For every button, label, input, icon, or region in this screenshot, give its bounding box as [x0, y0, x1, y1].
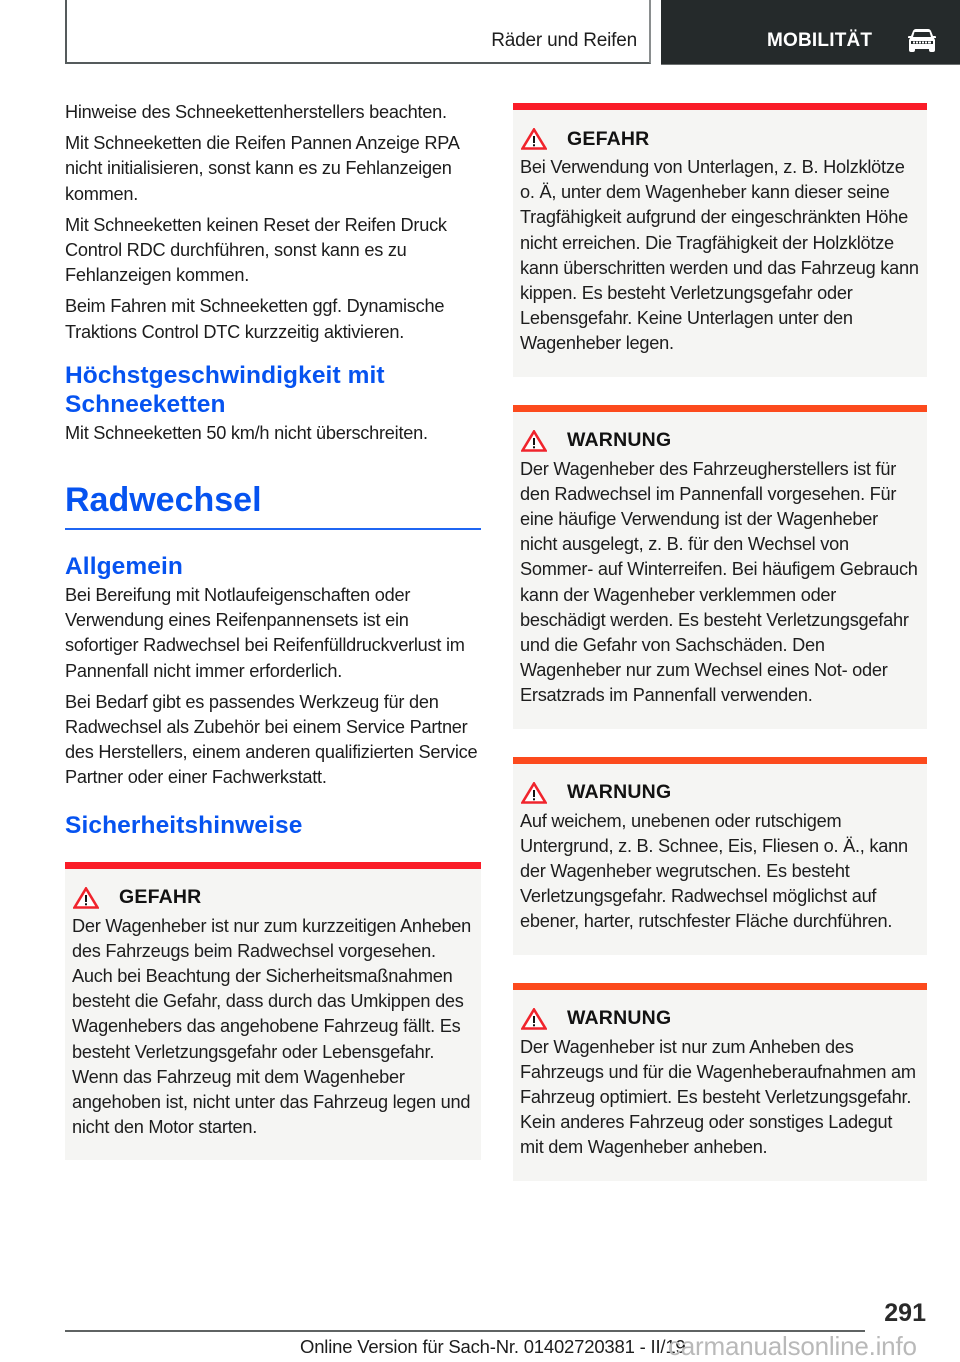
notice-title: WARNUNG — [567, 1007, 672, 1030]
danger-notice — [513, 103, 927, 377]
speed-heading: Höchstgeschwindigkeit mit Schneeketten — [65, 361, 385, 418]
chapter-tab — [661, 0, 960, 65]
general-heading: Allgemein — [65, 553, 183, 581]
notice-text: Auf weichem, unebenen oder rutschigem Untergrund, z. B. Schnee, Eis, Fliesen o. Ä., kann der Wagenheber wegrutschen. Es besteht Verletzungsgefahr. Radwechsel möglichst auf ebener, harter, rutschfester Fläche durchführen. — [520, 810, 908, 932]
left-column — [65, 100, 481, 1188]
car-icon — [907, 28, 937, 53]
warning-triangle-icon — [521, 430, 547, 452]
notice-title-row — [520, 427, 919, 455]
watermark: carmanualsonline.info — [668, 1331, 917, 1361]
right-column — [513, 103, 927, 1209]
intro-paragraph: Mit Schneeketten die Reifen Pannen Anzeige RPA nicht initialisieren, sonst kann es zu Fehlanzeigen kommen. — [65, 133, 459, 204]
notice-title-row — [520, 779, 919, 807]
warning-notice — [513, 983, 927, 1181]
speed-text: Mit Schneeketten 50 km/h nicht überschreiten. — [65, 422, 428, 443]
notice-title-row — [520, 1005, 919, 1033]
notice-title: WARNUNG — [567, 781, 672, 804]
notice-title: WARNUNG — [567, 429, 672, 452]
intro-paragraph: Beim Fahren mit Schneeketten ggf. Dynamische Traktions Control DTC kurzzeitig aktivieren. — [65, 296, 445, 342]
warning-notice — [513, 405, 927, 729]
warning-triangle-icon — [521, 128, 547, 150]
page-number: 291 — [884, 1299, 926, 1327]
warning-notice — [513, 757, 927, 955]
notice-text: Der Wagenheber ist nur zum Anheben des Fahrzeugs und für die Wagenheberaufnahmen am Fahrzeug optimiert. Es besteht Verletzungsgefahr. Kein anderes Fahrzeug oder sonstiges Ladegut mit dem Wagenheber anheben. — [520, 1036, 916, 1158]
notice-text: Der Wagenheber des Fahrzeugherstellers ist für den Radwechsel im Pannenfall vorgesehen. Für eine häufige Verwendung ist der Wagenheber nicht ausgelegt, z. B. für den Wechsel von Sommer- auf Winterreifen. Bei häufigem Gebrauch kann der Wagenheber verklemmen oder beschädigt werden. Es besteht Verletzungsgefahr und die Gefahr von Sachschäden. Den Wagenheber nur zum Wechsel eines Not- oder Ersatzrads im Pannenfall verwenden. — [520, 458, 918, 706]
warning-triangle-icon — [73, 887, 99, 909]
safety-heading: Sicherheitshinweise — [65, 811, 303, 839]
intro-paragraph: Hinweise des Schneekettenherstellers beachten. — [65, 102, 447, 122]
chapter-label: MOBILITÄT — [767, 30, 873, 51]
main-heading: Radwechsel — [65, 480, 481, 530]
intro-paragraph: Mit Schneeketten keinen Reset der Reifen Druck Control RDC durchführen, sonst kann es zu Fehlanzeigen kommen. — [65, 214, 447, 286]
notice-title-row — [520, 125, 919, 153]
notice-text: Bei Verwendung von Unterlagen, z. B. Holzklötze o. Ä, unter dem Wagenheber kann dieser seine Tragfähigkeit aufgrund der eingeschränkten Höhe nicht erreichen. Die Tragfähigkeit der Holzklötze kann überschritten werden und das Fahrzeug kann kippen. Es besteht Verletzungsgefahr oder Lebensgefahr. Keine Unterlagen unter den Wagenheber legen. — [520, 157, 919, 354]
footer-version-text: Online Version für Sach-Nr. 01402720381 - II/19 — [300, 1336, 686, 1357]
warning-triangle-icon — [521, 782, 547, 804]
notice-text: Der Wagenheber ist nur zum kurzzeitigen Anheben des Fahrzeugs beim Radwechsel vorgesehen. Auch bei Beachtung der Sicherheitsmaßnahmen besteht die Gefahr, dass durch das Umkippen des Wagenhebers das angehobene Fahrzeug fällt. Es besteht Verletzungsgefahr oder Lebensgefahr. Wenn das Fahrzeug mit dem Wagenheber angehoben ist, nicht unter das Fahrzeug legen und nicht den Motor starten. — [72, 915, 472, 1138]
general-paragraph: Bei Bereifung mit Notlaufeigenschaften oder Verwendung eines Reifenpannensets ist ein sofortiger Radwechsel bei Reifenfülldruckverlust im Pannenfall nicht immer erforderlich. — [65, 585, 465, 681]
section-label: Räder und Reifen — [491, 30, 637, 51]
notice-title: GEFAHR — [567, 127, 650, 150]
notice-title-row — [72, 884, 473, 912]
warning-triangle-icon — [521, 1008, 547, 1030]
section-tab — [65, 0, 651, 64]
general-paragraph: Bei Bedarf gibt es passendes Werkzeug für den Radwechsel als Zubehör bei einem Service Partner des Herstellers, einem anderen qualifizierten Service Partner oder einer Fachwerkstatt. — [65, 691, 478, 788]
notice-title: GEFAHR — [119, 886, 202, 909]
danger-notice — [65, 862, 481, 1161]
